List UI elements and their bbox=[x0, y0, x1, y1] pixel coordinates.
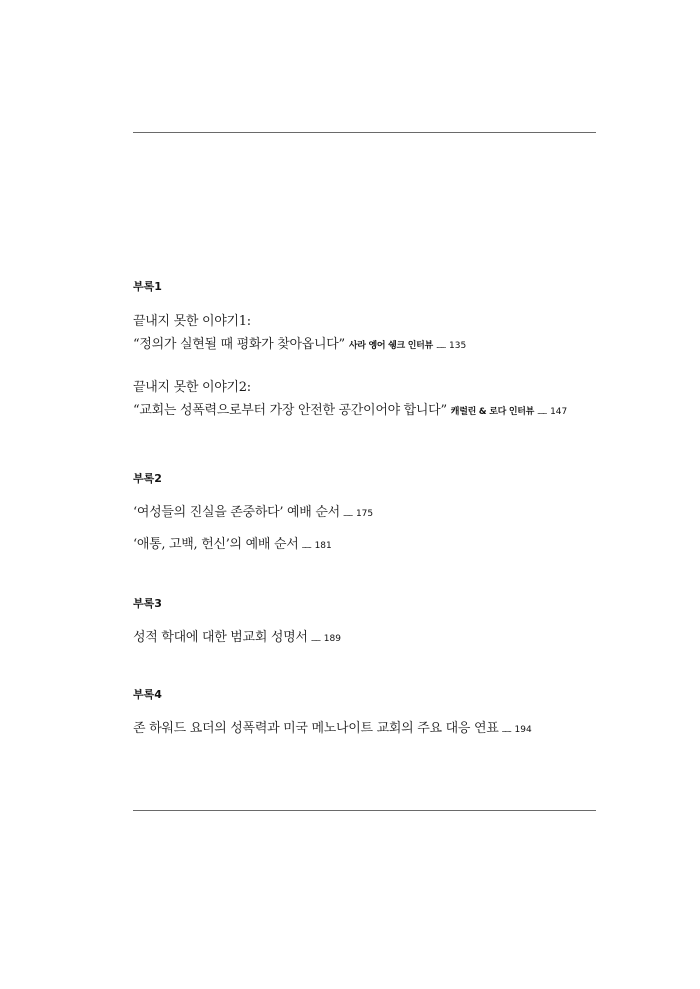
toc-entry-189[interactable] bbox=[133, 626, 341, 645]
page-number: 175 bbox=[355, 509, 374, 519]
appendix2-label: 부록2 bbox=[133, 472, 162, 485]
toc-entry-subtitle: 사라 옝어 쉥크 인터뷰 bbox=[348, 341, 433, 351]
toc-entry-title: ‘애통, 고백, 헌신’의 예배 순서 bbox=[133, 537, 299, 552]
toc-entry-title: 존 하워드 요더의 성폭력과 미국 메노나이트 교회의 주요 대응 연표 bbox=[133, 721, 499, 736]
appendix1-item2-heading bbox=[133, 376, 251, 395]
dot-leader: ........... bbox=[310, 635, 320, 643]
dot-leader: ........... bbox=[501, 726, 511, 734]
toc-entry-181[interactable] bbox=[133, 533, 332, 552]
toc-entry-title: ‘여성들의 진실을 존중하다’ 예배 순서 bbox=[133, 505, 340, 520]
page-number: 189 bbox=[323, 634, 341, 644]
dot-leader: ........... bbox=[435, 342, 446, 350]
toc-entry-title: 성적 학대에 대한 범교회 성명서 bbox=[133, 630, 308, 645]
dot-leader: ........... bbox=[301, 542, 311, 550]
appendix4-label: 부록4 bbox=[133, 688, 162, 701]
appendix1-item1-line1: 끝내지 못한 이야기1: bbox=[133, 314, 251, 329]
toc-entry-title: “정의가 실현될 때 평화가 찾아옵니다” bbox=[133, 337, 345, 352]
appendix3-label: 부록3 bbox=[133, 597, 162, 610]
bottom-rule bbox=[133, 810, 596, 811]
toc-entry-175[interactable] bbox=[133, 501, 373, 520]
dot-leader: ........... bbox=[537, 408, 547, 416]
appendix1-label: 부록1 bbox=[133, 280, 162, 293]
page-number: 181 bbox=[314, 541, 332, 551]
dot-leader: ........... bbox=[342, 510, 352, 518]
toc-entry-147[interactable] bbox=[133, 399, 567, 418]
toc-entry-subtitle: 캐럴린 & 로다 인터뷰 bbox=[450, 407, 534, 417]
page-number: 147 bbox=[550, 407, 568, 417]
toc-entry-194[interactable] bbox=[133, 717, 532, 736]
top-rule bbox=[133, 132, 596, 133]
appendix1-item2-line1: 끝내지 못한 이야기2: bbox=[133, 380, 251, 395]
appendix1-item1-heading bbox=[133, 310, 251, 329]
toc-entry-135[interactable] bbox=[133, 333, 466, 352]
page-number: 194 bbox=[514, 725, 532, 735]
page-number: 135 bbox=[449, 341, 467, 351]
toc-entry-title: “교회는 성폭력으로부터 가장 안전한 공간이어야 합니다” bbox=[133, 403, 447, 418]
